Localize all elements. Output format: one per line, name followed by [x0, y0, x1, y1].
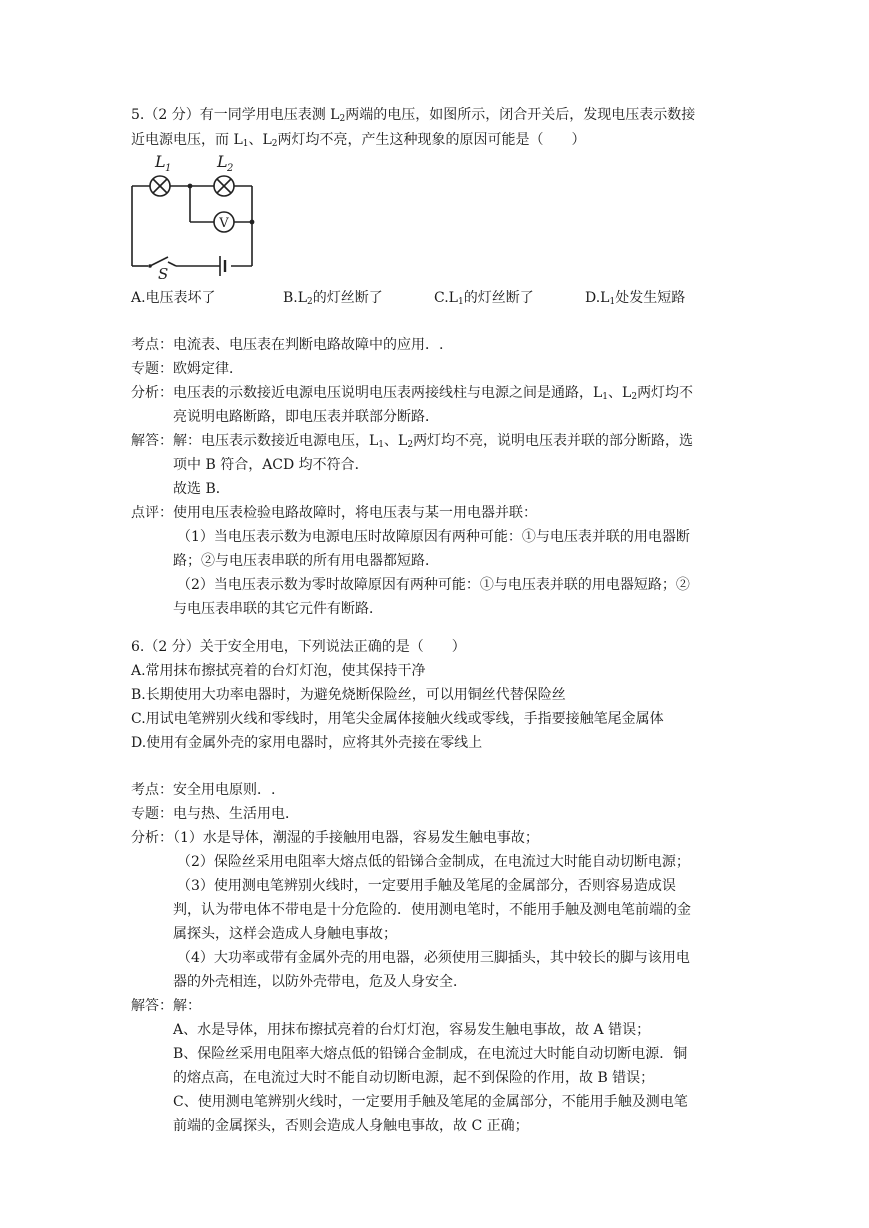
q5-kaodian: 考点：电流表、电压表在判断电路故障中的应用．. [131, 337, 444, 353]
lamp-l2-icon [214, 176, 234, 196]
option-a: A.电压表坏了 [131, 290, 216, 306]
option-d: $D.L_1$处发生短路 [585, 290, 686, 307]
q6-jieda-b-line2: 的熔点高，在电流过大时不能自动切断电源，起不到保险的作用，故 B 错误； [173, 1070, 655, 1086]
subscript: 1 [242, 139, 249, 149]
lamp2-subscript: 2 [227, 163, 234, 174]
q5-jieda-line3: 故选 B． [173, 481, 230, 497]
voltmeter-label: V [219, 216, 229, 231]
q6-stem: 6.（2 分）关于安全用电，下列说法正确的是（ ） [131, 639, 466, 655]
q5-jieda-line1: 解答：解：电压表示数接近电源电压，$L_1$、$L_2$两灯均不亮，说明电压表并联的部分断路，选 [131, 433, 694, 450]
q5-stem-text: 、L [248, 132, 272, 148]
lamp1-subscript: 1 [165, 163, 172, 174]
q5-dianping-line3: 路；②与电压表串联的所有用电器都短路． [173, 553, 439, 569]
q6-option-a: A.常用抹布擦拭亮着的台灯灯泡，使其保持干净 [131, 663, 426, 679]
q5-stem-text: 5.（2 分）有一同学用电压表测 L [131, 107, 340, 123]
q6-jieda-a: A、水是导体，用抹布擦拭亮着的台灯灯泡，容易发生触电事故，故 A 错误； [173, 1022, 651, 1038]
q5-jieda-line2: 项中 B 符合，ACD 均不符合． [173, 457, 369, 473]
q5-stem-text: 两灯均不亮，产生这种现象的原因可能是（ ） [277, 132, 586, 148]
q5-dianping-line4: （2）当电压表示数为零时故障原因有两种可能：①与电压表并联的用电器短路；② [177, 577, 690, 593]
q6-fenxi-line5: 属探头，这样会造成人身触电事故； [173, 926, 397, 942]
q5-stem-text: 近电源电压，而 L [131, 132, 243, 148]
q5-dianping-line1: 点评：使用电压表检验电路故障时，将电压表与某一用电器并联： [131, 505, 537, 521]
switch-label: S [158, 265, 169, 280]
q5-stem-line2 [131, 131, 586, 149]
q5-dianping-line2: （1）当电压表示数为电源电压时故障原因有两种可能：①与电压表并联的用电器断 [177, 529, 690, 545]
q6-jieda-c-line1: C、使用测电笔辨别火线时，一定要用手触及笔尾的金属部分，不能用手触及测电笔 [173, 1094, 688, 1110]
lamp-l1-icon [150, 176, 170, 196]
option-b: $B.L_2$的灯丝断了 [283, 290, 383, 307]
lamp1-label: L [155, 152, 166, 171]
q6-fenxi-line4: 判，认为带电体不带电是十分危险的．使用测电笔时，不能用手触及测电笔前端的金 [173, 902, 691, 918]
q5-options [0, 289, 869, 307]
q5-stem-line1 [131, 106, 695, 124]
option-c: $C.L_1$的灯丝断了 [434, 290, 534, 307]
q5-fenxi-line1: 分析：电压表的示数接近电源电压说明电压表两接线柱与电源之间是通路，$L_1$、$L_2$两灯均不 [131, 385, 694, 402]
q6-fenxi-line6: （4）大功率或带有金属外壳的用电器，必须使用三脚插头，其中较长的脚与该用电 [177, 950, 690, 966]
q6-jieda-b-line1: B、保险丝采用电阻率大熔点低的铅锑合金制成，在电流过大时能自动切断电源．铜 [173, 1046, 688, 1062]
subscript: 2 [271, 139, 278, 149]
q6-jieda-header: 解答：解： [131, 998, 201, 1014]
q5-zhuanti: 专题：欧姆定律． [131, 361, 243, 377]
q6-kaodian: 考点：安全用电原则．. [131, 782, 276, 798]
q6-option-d: D.使用有金属外壳的家用电器时，应将其外壳接在零线上 [131, 735, 483, 751]
q6-jieda-c-line2: 前端的金属探头，否则会造成人身触电事故，故 C 正确； [173, 1118, 529, 1134]
circuit-diagram [128, 150, 260, 280]
q6-fenxi-line2: （2）保险丝采用电阻率大熔点低的铅锑合金制成，在电流过大时能自动切断电源； [177, 854, 690, 870]
q6-zhuanti: 专题：电与热、生活用电． [131, 806, 299, 822]
q5-stem-text: 两端的电压，如图所示，闭合开关后，发现电压表示数接 [345, 107, 696, 123]
q5-fenxi-line2: 亮说明电路断路，即电压表并联部分断路． [173, 409, 439, 425]
q6-option-c: C.用试电笔辨别火线和零线时，用笔尖金属体接触火线或零线，手指要接触笔尾金属体 [131, 711, 664, 727]
q6-fenxi-line7: 器的外壳相连，以防外壳带电，危及人身安全． [173, 974, 467, 990]
q5-dianping-line5: 与电压表串联的其它元件有断路． [173, 601, 383, 617]
lamp2-label: L [217, 152, 228, 171]
q6-fenxi-line1: 分析：（1）水是导体，潮湿的手接触用电器，容易发生触电事故； [131, 830, 539, 846]
q6-fenxi-line3: （3）使用测电笔辨别火线时，一定要用手触及笔尾的金属部分，否则容易造成误 [177, 878, 676, 894]
q6-option-b: B.长期使用大功率电器时，为避免烧断保险丝，可以用铜丝代替保险丝 [131, 687, 566, 703]
subscript: 2 [339, 114, 346, 124]
